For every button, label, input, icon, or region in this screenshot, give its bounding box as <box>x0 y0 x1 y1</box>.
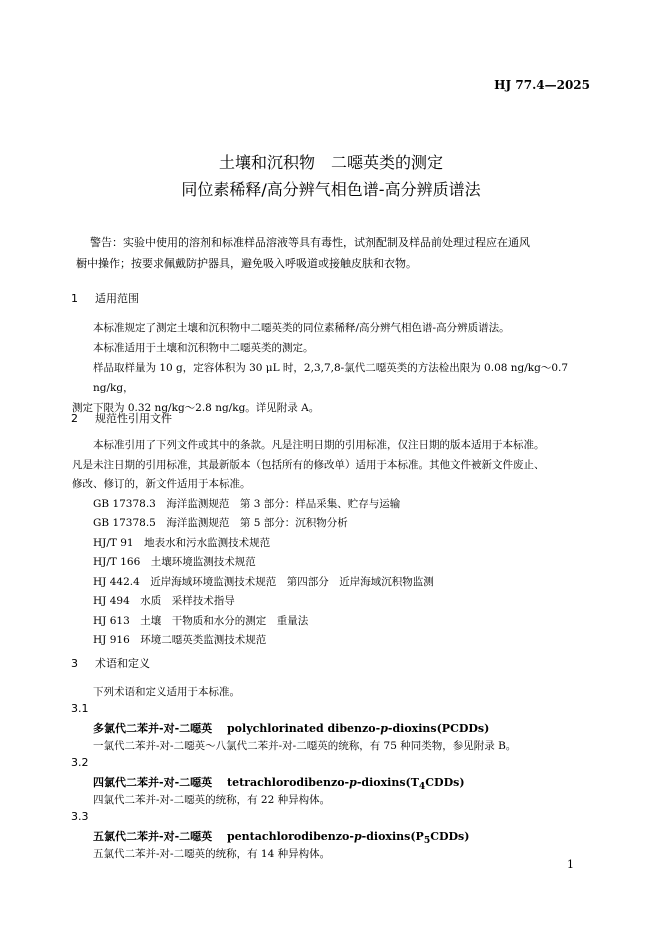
paragraph-continuation: 凡是未注日期的引用标准，其最新版本（包括所有的修改单）适用于本标准。其他文件被新文件废止、 <box>72 458 545 471</box>
term-title <box>93 720 489 736</box>
term-title-en: pentachlorodibenzo-$p-dioxins(P_5CDDs)$ <box>226 830 470 847</box>
paragraph: 本标准引用了下列文件或其中的条款。凡是注明日期的引用标准，仅注日期的版本适用于本标准。 <box>93 439 545 451</box>
paragraph-continuation: 测定下限为 0.32 ng/kg～2.8 ng/kg。详见附录 A。 <box>72 402 320 414</box>
section-1-body <box>72 318 592 418</box>
section-1-heading <box>71 290 139 306</box>
paragraph: 下列术语和定义适用于本标准。 <box>93 686 240 698</box>
term-definition: 四氯代二苯并-对-二噁英的统称，有 22 种异构体。 <box>93 794 331 806</box>
warning-line-2: 橱中操作；按要求佩戴防护器具，避免吸入呼吸道或接触皮肤和衣物。 <box>76 257 417 270</box>
reference-item: HJ 442.4 近岸海域环境监测技术规范 第四部分 近岸海域沉积物监测 <box>93 575 434 588</box>
term-title-en: tetrachlorodibenzo-$p-dioxins(T_4CDDs)$ <box>226 776 465 793</box>
section-number: 1 <box>71 292 78 305</box>
section-3-heading <box>71 655 150 671</box>
section-number: 3 <box>71 657 78 670</box>
standard-code: HJ 77.4—2025 <box>494 78 590 92</box>
term-number: 3.1 <box>71 702 89 715</box>
warning-block <box>76 232 610 274</box>
paragraph: 样品取样量为 10 g，定容体积为 30 μL 时，2,3,7,8-氯代二噁英类的方法检出限为 0.08 ng/kg～0.7 ng/kg， <box>93 362 569 394</box>
term-title-zh: 多氯代二苯并-对-二噁英 <box>93 722 213 735</box>
section-title: 术语和定义 <box>95 657 150 670</box>
term-number: 3.2 <box>71 756 89 769</box>
term-number: 3.3 <box>71 810 89 823</box>
term-definition: 五氯代二苯并-对-二噁英的统称，有 14 种异构体。 <box>93 848 331 860</box>
section-title: 适用范围 <box>95 292 139 305</box>
section-3-intro <box>72 682 592 702</box>
warning-line-1: 警告：实验中使用的溶剂和标准样品溶液等具有毒性，试剂配制及样品前处理过程应在通风 <box>90 236 530 249</box>
paragraph: 本标准适用于土壤和沉积物中二噁英类的测定。 <box>93 342 314 354</box>
page-number: 1 <box>567 858 574 871</box>
term-title-zh: 五氯代二苯并-对-二噁英 <box>93 830 213 843</box>
document-title-line-1: 土壤和沉积物 二噁英类的测定 <box>218 153 443 172</box>
section-2-body <box>72 436 592 651</box>
term-definition: 一氯代二苯并-对-二噁英～八氯代二苯并-对-二噁英的统称，有 75 种同类物，参见附录 B。 <box>93 740 517 752</box>
term-title-zh: 四氯代二苯并-对-二噁英 <box>93 776 213 789</box>
section-2-heading <box>71 410 172 426</box>
term-title <box>93 774 465 792</box>
section-title: 规范性引用文件 <box>95 412 172 425</box>
term-title <box>93 828 469 846</box>
document-title-line-2: 同位素稀释/高分辨气相色谱-高分辨质谱法 <box>181 180 481 199</box>
reference-item: GB 17378.3 海洋监测规范 第 3 部分：样品采集、贮存与运输 <box>93 497 401 510</box>
reference-item: HJ 494 水质 采样技术指导 <box>93 595 235 607</box>
section-number: 2 <box>71 412 78 425</box>
paragraph-continuation: 修改、修订的，新文件适用于本标准。 <box>72 478 251 490</box>
paragraph: 本标准规定了测定土壤和沉积物中二噁英类的同位素稀释/高分辨气相色谱-高分辨质谱法。 <box>93 322 510 334</box>
reference-item: GB 17378.5 海洋监测规范 第 5 部分：沉积物分析 <box>93 517 348 529</box>
reference-item: HJ/T 166 土壤环境监测技术规范 <box>93 556 256 568</box>
reference-item: HJ/T 91 地表水和污水监测技术规范 <box>93 536 271 549</box>
reference-item: HJ 916 环境二噁英类监测技术规范 <box>93 634 267 646</box>
reference-item: HJ 613 土壤 干物质和水分的测定 重量法 <box>93 614 309 627</box>
term-title-en: polychlorinated dibenzo-p-dioxins(PCDDs) <box>226 722 490 735</box>
